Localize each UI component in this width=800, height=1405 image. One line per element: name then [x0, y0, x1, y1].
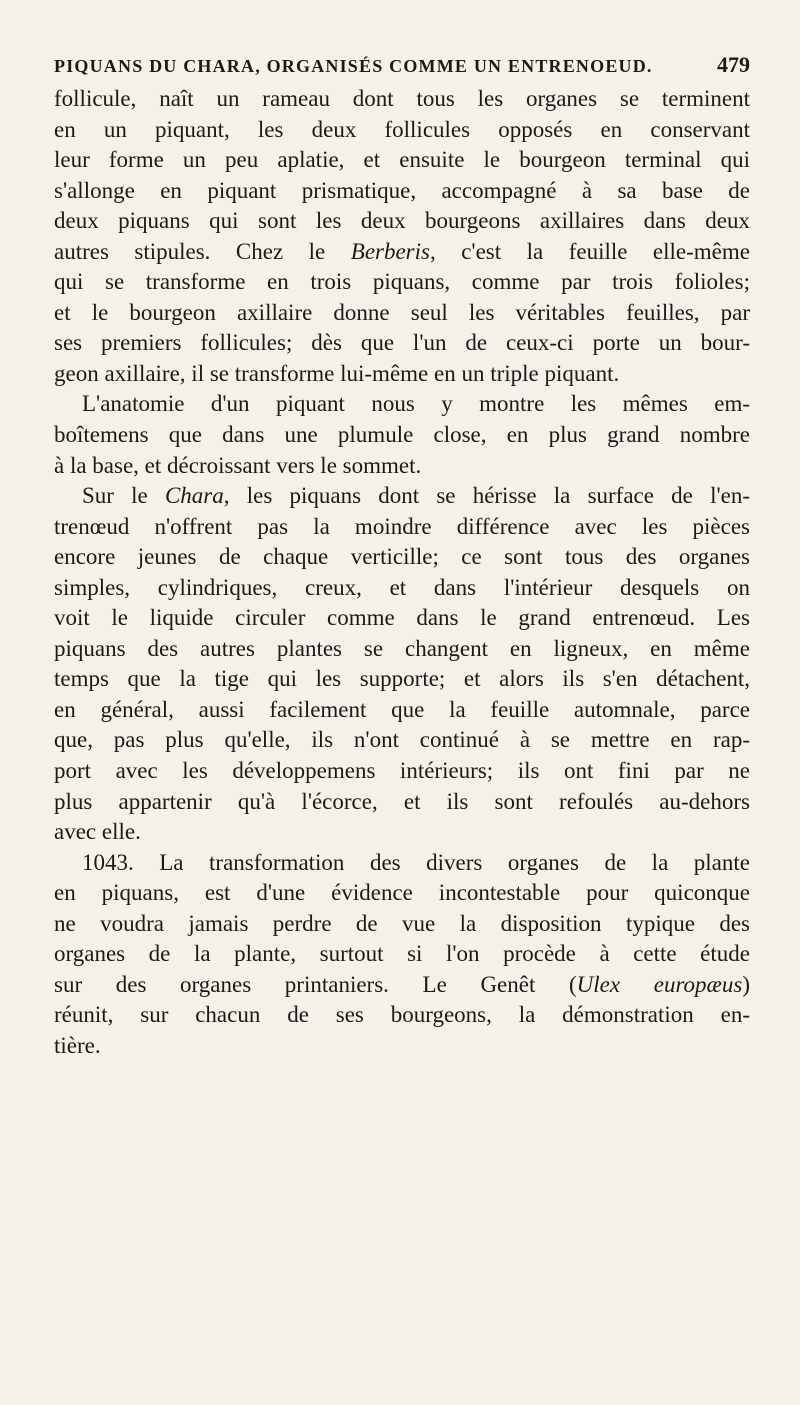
text-line: L'anatomie d'un piquant nous y montre les mêmes em-: [82, 391, 750, 417]
paragraph: [54, 84, 750, 389]
paragraph: [54, 481, 750, 848]
text-line: piquans des autres plantes se changent en ligneux, en même: [54, 635, 750, 661]
text-line: organes de la plante, surtout si l'on procède à cette étude: [54, 941, 750, 967]
text-line: geon axillaire, il se transforme lui-même en un triple piquant.: [54, 360, 620, 386]
text-line: simples, cylindriques, creux, et dans l'intérieur desquels on: [54, 574, 750, 600]
text-line: sur des organes printaniers. Le Genêt (Ulex europæus): [54, 971, 750, 997]
text-line: follicule, naît un rameau dont tous les organes se terminent: [54, 86, 750, 111]
running-title: PIQUANS DU CHARA, ORGANISÉS COMME UN ENTRENOEUD.: [54, 56, 653, 76]
text-line: et le bourgeon axillaire donne seul les véritables feuilles, par: [54, 299, 750, 325]
text-line: à la base, et décroissant vers le sommet.: [54, 452, 422, 478]
text-line: leur forme un peu aplatie, et ensuite le bourgeon terminal qui: [54, 147, 750, 173]
text-line: port avec les développemens intérieurs; ils ont fini par ne: [54, 758, 750, 784]
text-line: en général, aussi facilement que la feuille automnale, parce: [54, 696, 750, 722]
text-line: ne voudra jamais perdre de vue la disposition typique des: [54, 910, 750, 936]
text-line: boîtemens que dans une plumule close, en plus grand nombre: [54, 422, 750, 448]
text-line: plus appartenir qu'à l'écorce, et ils sont refoulés au-dehors: [54, 788, 750, 814]
text-line: 1043. La transformation des divers organes de la plante: [82, 849, 750, 875]
text-line: en piquans, est d'une évidence incontestable pour quiconque: [54, 880, 750, 906]
book-page: [54, 52, 750, 1062]
text-line: autres stipules. Chez le Berberis, c'est la feuille elle-même: [54, 238, 750, 264]
body-text: [54, 84, 750, 1062]
text-line: temps que la tige qui les supporte; et alors ils s'en détachent,: [54, 666, 750, 692]
text-line: que, pas plus qu'elle, ils n'ont continué à se mettre en rap-: [54, 727, 750, 753]
text-line: encore jeunes de chaque verticille; ce sont tous des organes: [54, 544, 750, 570]
text-line: Sur le Chara, les piquans dont se hérisse la surface de l'en-: [82, 483, 750, 509]
text-line: trenœud n'offrent pas la moindre différence avec les pièces: [54, 513, 750, 539]
page-number: 479: [717, 52, 750, 77]
text-line: voit le liquide circuler comme dans le grand entrenœud. Les: [54, 605, 750, 631]
text-line: avec elle.: [54, 819, 141, 845]
text-line: en un piquant, les deux follicules opposés en conservant: [54, 116, 750, 142]
paragraph: [54, 389, 750, 481]
paragraph: [54, 848, 750, 1062]
running-head: [54, 52, 750, 78]
text-line: qui se transforme en trois piquans, comme par trois folioles;: [54, 269, 750, 295]
text-line: deux piquans qui sont les deux bourgeons axillaires dans deux: [54, 208, 750, 234]
text-line: réunit, sur chacun de ses bourgeons, la démonstration en-: [54, 1002, 750, 1028]
text-line: tière.: [54, 1032, 101, 1058]
text-line: ses premiers follicules; dès que l'un de ceux-ci porte un bour-: [54, 330, 750, 356]
text-line: s'allonge en piquant prismatique, accompagné à sa base de: [54, 177, 750, 203]
